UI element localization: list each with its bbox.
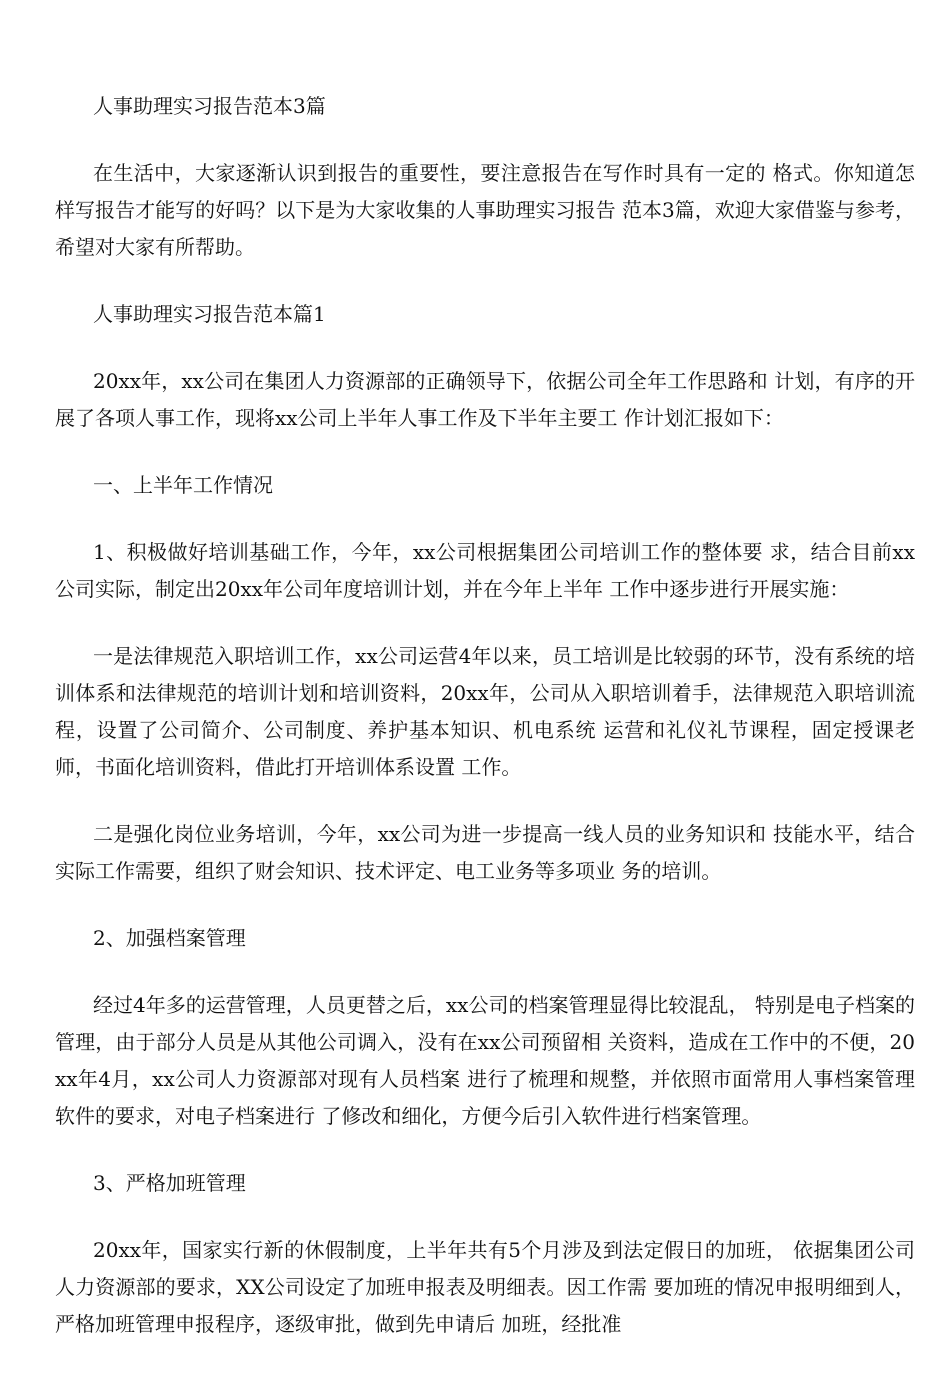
paragraph-5: 经过4年多的运营管理，人员更替之后，xx公司的档案管理显得比较混乱， 特别是电子档案的管理，由于部分人员是从其他公司调入，没有在xx公司预留相 关资料，造成在工作中的不便，20xx年4月，xx公司人力资源部对现有人员档案 进行了梳理和规整，并依照市面常用人事档案管理软件的要求，对电子档案进行 了修改和细化，方便今后引入软件进行档案管理。 bbox=[55, 993, 915, 1128]
paragraph-2: 1、积极做好培训基础工作，今年，xx公司根据集团公司培训工作的整体要 求，结合目前xx公司实际，制定出20xx年公司年度培训计划，并在今年上半年 工作中逐步进行开展实施： bbox=[55, 540, 915, 601]
paragraph-1: 20xx年，xx公司在集团人力资源部的正确领导下，依据公司全年工作思路和 计划，有序的开展了各项人事工作，现将xx公司上半年人事工作及下半年主要工 作计划汇报如下： bbox=[55, 369, 915, 430]
paragraph-6: 20xx年，国家实行新的休假制度，上半年共有5个月涉及到法定假日的加班， 依据集团公司人力资源部的要求，XX公司设定了加班申报表及明细表。因工作需 要加班的情况申报明细到人，严格加班管理申报程序，逐级审批，做到先申请后 加班，经批准 bbox=[55, 1238, 915, 1336]
section-title: 人事助理实习报告范本篇1 bbox=[93, 302, 326, 326]
document-title: 人事助理实习报告范本3篇 bbox=[93, 94, 326, 118]
heading-3: 3、严格加班管理 bbox=[93, 1171, 246, 1195]
document-page bbox=[55, 88, 915, 1373]
paragraph-4: 二是强化岗位业务培训，今年，xx公司为进一步提高一线人员的业务知识和 技能水平，结合实际工作需要，组织了财会知识、技术评定、电工业务等多项业 务的培训。 bbox=[55, 822, 915, 883]
intro-paragraph: 在生活中，大家逐渐认识到报告的重要性，要注意报告在写作时具有一定的 格式。你知道怎样写报告才能写的好吗？以下是为大家收集的人事助理实习报告 范本3篇，欢迎大家借鉴与参考，希望对大家有所帮助。 bbox=[55, 161, 915, 259]
heading-2: 2、加强档案管理 bbox=[93, 926, 246, 950]
paragraph-3: 一是法律规范入职培训工作，xx公司运营4年以来，员工培训是比较弱的环节，没有系统的培训体系和法律规范的培训计划和培训资料，20xx年，公司从入职培训着手，法律规范入职培训流程，设置了公司简介、公司制度、养护基本知识、机电系统 运营和礼仪礼节课程，固定授课老师，书面化培训资料，借此打开培训体系设置 工作。 bbox=[55, 644, 915, 779]
heading-1: 一、上半年工作情况 bbox=[93, 473, 273, 497]
